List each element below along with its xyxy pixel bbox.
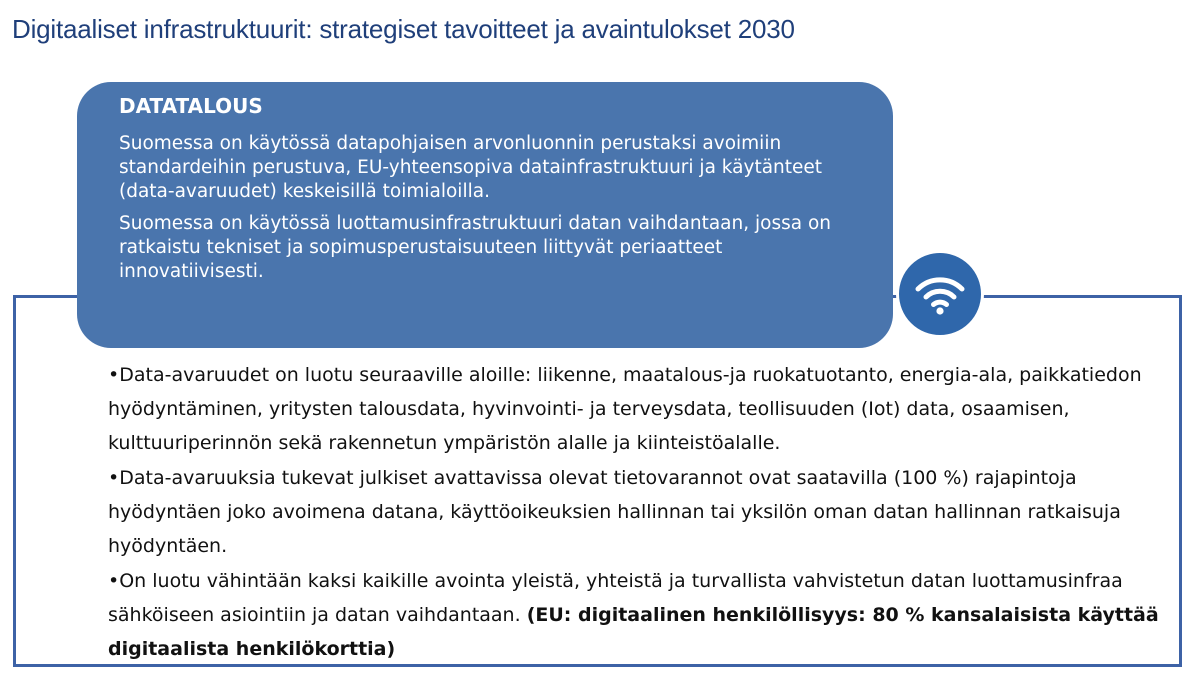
bullet-text: Data-avaruuksia tukevat julkiset avattavissa olevat tietovarannot ovat saatavilla (100 %) rajapintoja hyödyntäen joko avoimena datana, käyttöoikeuksien hallinnan tai yksilön oman datan hallinnan ratkaisuja hyödyntäen. [108,467,1121,557]
bullet-marker: • [108,570,120,592]
datatalous-callout [77,82,893,348]
wifi-icon [913,272,967,316]
bullet-text: Data-avaruudet on luotu seuraaville aloille: liikenne, maatalous-ja ruokatuotanto, energia-ala, paikkatiedon hyödyntäminen, yritysten talousdata, hyvinvointi- ja terveysdata, teollisuuden (Iot) data, osaamisen, kulttuuriperinnön sekä rakennetun ympäristön alalle ja kiinteistöalalle. [108,364,1142,454]
bullet-marker: • [108,467,120,489]
wifi-badge [896,250,984,338]
bullet-bold-text: (EU: digitaalinen henkilöllisyys: 80 % kansalaisista käyttää digitaalista henkilökorttia) [108,604,1159,660]
bullet-text: On luotu vähintään kaksi kaikille avointa yleistä, yhteistä ja turvallista vahvistetun datan luottamusinfraa sähköiseen asiointiin ja datan vaihdantaan. [108,570,1123,626]
bullet-marker: • [108,364,120,386]
callout-paragraph-1: Suomessa on käytössä datapohjaisen arvonluonnin perustaksi avoimiin standardeihin perustuva, EU-yhteensopiva datainfrastruktuuri ja käytänteet (data-avaruudet) keskeisillä toimialoilla. [119,133,823,202]
key-results-list [108,358,1168,667]
callout-paragraph-2: Suomessa on käytössä luottamusinfrastruktuuri datan vaihdantaan, jossa on ratkaistu tekniset ja sopimusperustaisuuteen liittyvät periaatteet innovatiivisesti. [119,213,831,282]
list-item [108,564,1168,666]
list-item [108,461,1168,563]
list-item [108,358,1168,460]
callout-heading: DATATALOUS [119,94,263,118]
page-title: Digitaaliset infrastruktuurit: strategiset tavoitteet ja avaintulokset 2030 [12,14,795,44]
